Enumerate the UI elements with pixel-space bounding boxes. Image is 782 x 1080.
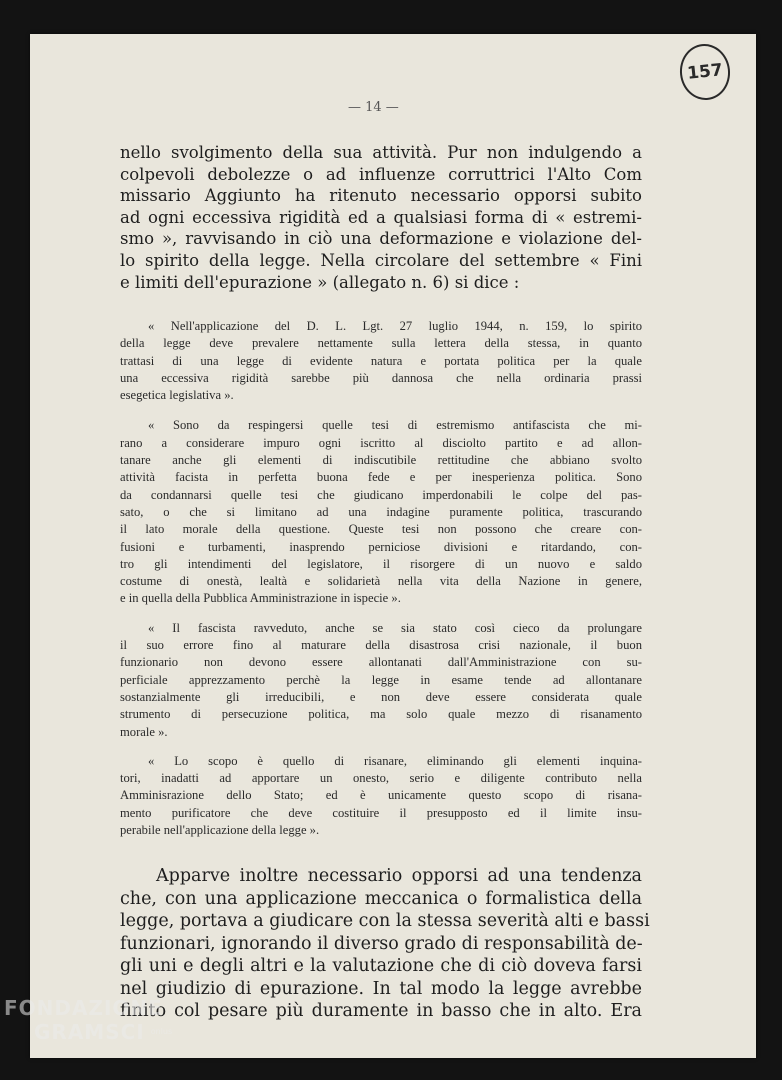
text-line: rano a considerare impuro ogni iscritto al disciolto partito e ad allon- bbox=[120, 435, 642, 450]
text-line: attività facista in perfetta buona fede e per inesperienza politica. Sono bbox=[120, 470, 642, 485]
text-line: fusioni e turbamenti, inasprendo perniciose divisioni e ritardando, con- bbox=[120, 539, 642, 554]
text-line: mento purificatore che deve costituire il presupposto ed il limite insu- bbox=[120, 805, 642, 820]
text-line: nel giudizio di epurazione. In tal modo la legge avrebbe bbox=[120, 978, 642, 999]
quote-4 bbox=[120, 753, 642, 839]
text-line: tanare anche gli elementi di indiscutibile rettitudine che abbiano svolto bbox=[120, 453, 642, 468]
text-line: perficiale apprezzamento perchè la legge in esame tende ad allontanare bbox=[120, 672, 642, 687]
text-line: e in quella della Pubblica Amministrazione in ispecie ». bbox=[120, 591, 401, 606]
text-line: colpevoli debolezze o ad influenze corruttrici l'Alto Com bbox=[120, 164, 642, 184]
text-line: « Il fascista ravveduto, anche se sia stato così cieco da prolungare bbox=[148, 620, 642, 635]
quote-3 bbox=[120, 620, 642, 741]
page-annotation: 157 bbox=[677, 42, 733, 103]
text-line: della legge deve prevalere nettamente sulla lettera della stessa, in quanto bbox=[120, 336, 642, 351]
text-line: « Lo scopo è quello di risanare, eliminando gli elementi inquina- bbox=[148, 753, 642, 768]
watermark-line2: GRAMSCI bbox=[34, 1020, 145, 1044]
text-line: che, con una applicazione meccanica o formalistica della bbox=[120, 888, 642, 909]
paragraph-intro bbox=[120, 142, 642, 294]
text-line: esegetica legislativa ». bbox=[120, 388, 234, 403]
text-line: nello svolgimento della sua attività. Pur non indulgendo a bbox=[120, 143, 642, 162]
text-line: missario Aggiunto ha ritenuto necessario opporsi subito bbox=[120, 186, 642, 206]
watermark-sub: onlus bbox=[150, 1027, 173, 1036]
watermark-line1: FONDAZIONE bbox=[4, 996, 163, 1020]
text-line: da condannarsi quelle tesi che giudicano imperdonabili le colpe del pas- bbox=[120, 487, 642, 502]
text-line: perabile nell'applicazione della legge ». bbox=[120, 823, 320, 838]
text-line: morale ». bbox=[120, 724, 168, 739]
text-line: funzionari, ignorando il diverso grado di responsabilità de- bbox=[120, 933, 643, 954]
text-line: trattasi di una legge di evidente natura e portata politica per la quale bbox=[120, 353, 642, 368]
quote-1 bbox=[120, 318, 642, 404]
text-line: gli uni e degli altri e la valutazione che di ciò doveva farsi bbox=[120, 956, 642, 977]
page-number: — 14 — bbox=[348, 100, 399, 115]
text-line: sato, o che si limitano ad una indagine puramente politica, trascurando bbox=[120, 504, 642, 519]
text-line: legge, portava a giudicare con la stessa severità alti e bassi bbox=[120, 911, 650, 932]
fondazione-gramsci-watermark bbox=[4, 996, 172, 1044]
text-line: « Sono da respingersi quelle tesi di estremismo antifascista che mi- bbox=[148, 418, 642, 433]
text-line: lo spirito della legge. Nella circolare del settembre « Fini bbox=[120, 250, 642, 270]
text-line: una eccessiva rigidità sarebbe più dannosa che nella ordinaria prassi bbox=[120, 370, 642, 385]
text-line: smo », ravvisando in ciò una deformazione e violazione del- bbox=[120, 229, 642, 249]
text-line: il lato morale della questione. Queste tesi non possono che creare con- bbox=[120, 522, 642, 537]
text-line: il suo errore fino al maturare della disastrosa crisi nazionale, il buon bbox=[120, 638, 642, 653]
text-line: e limiti dell'epurazione » (allegato n. 6) si dice : bbox=[120, 272, 520, 292]
paragraph-continuation bbox=[120, 865, 650, 1023]
text-line: Amminisrazione dello Stato; ed è unicamente questo scopo di risana- bbox=[120, 788, 642, 803]
text-line: funzionario non devono essere allontanati dall'Amministrazione con su- bbox=[120, 655, 642, 670]
text-line: Apparve inoltre necessario opporsi ad una tendenza bbox=[156, 866, 642, 887]
text-line: strumento di persecuzione politica, ma solo quale mezzo di risanamento bbox=[120, 707, 642, 722]
text-line: finito col pesare più duramente in basso che in alto. Era bbox=[120, 1001, 642, 1022]
text-line: ad ogni eccessiva rigidità ed a qualsiasi forma di « estremi- bbox=[120, 207, 642, 227]
text-line: sostanzialmente gli irreducibili, e non deve essere considerata quale bbox=[120, 689, 642, 704]
text-line: « Nell'applicazione del D. L. Lgt. 27 luglio 1944, n. 159, lo spirito bbox=[148, 319, 642, 333]
text-line: tro gli intendimenti del legislatore, il risorgere di un nuovo e saldo bbox=[120, 556, 642, 571]
document-body bbox=[120, 142, 650, 1023]
text-line: tori, inadatti ad apportare un onesto, serio e diligente contributo nella bbox=[120, 771, 642, 786]
text-line: costume di onestà, lealtà e solidarietà nella vita della Nazione in genere, bbox=[120, 574, 642, 589]
quote-2 bbox=[120, 417, 642, 607]
